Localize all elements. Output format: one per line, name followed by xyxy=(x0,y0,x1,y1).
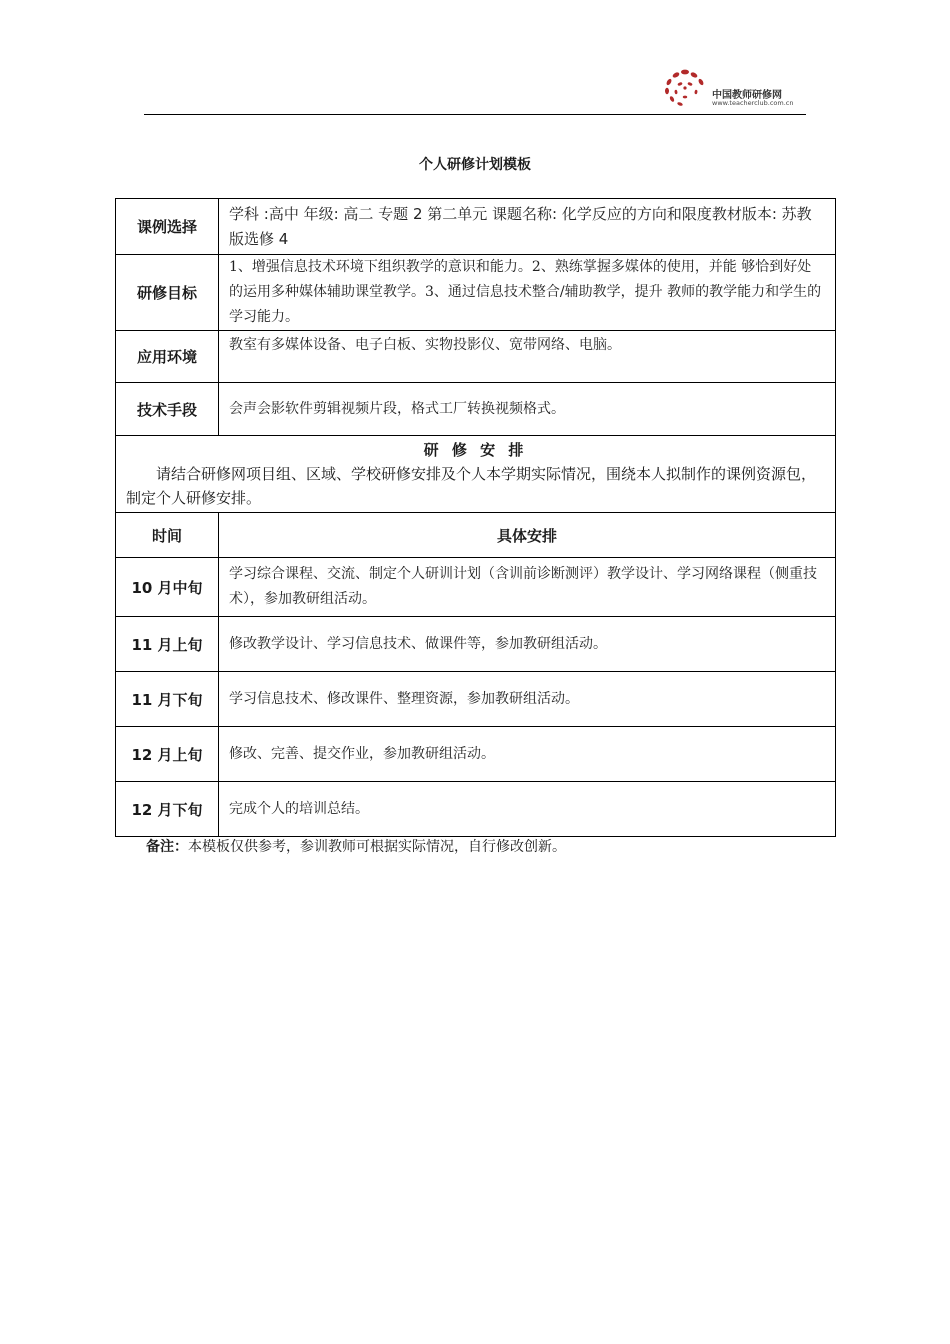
schedule-row xyxy=(116,558,836,617)
section-heading: 研 修 安 排 xyxy=(423,441,528,459)
schedule-row xyxy=(116,617,836,672)
table-row xyxy=(116,199,836,255)
schedule-detail: 学习综合课程、交流、制定个人研训计划（含训前诊断测评）教学设计、学习网络课程（侧重技术），参加教研组活动。 xyxy=(219,558,836,617)
section-description: 请结合研修网项目组、区域、学校研修安排及个人本学期实际情况，围绕本人拟制作的课例资源包，制定个人研修安排。 xyxy=(126,465,817,507)
schedule-row xyxy=(116,782,836,837)
logo-url: www.teacherclub.com.cn xyxy=(712,99,794,107)
logo-flower-icon xyxy=(660,66,710,110)
row-label: 课例选择 xyxy=(116,199,219,255)
schedule-detail: 完成个人的培训总结。 xyxy=(219,782,836,837)
row-label: 研修目标 xyxy=(116,255,219,331)
footnote-label: 备注： xyxy=(146,839,188,855)
page-title: 个人研修计划模板 xyxy=(419,157,531,173)
schedule-row xyxy=(116,727,836,782)
footnote-text: 本模板仅供参考，参训教师可根据实际情况，自行修改创新。 xyxy=(188,839,566,855)
row-label: 应用环境 xyxy=(116,331,219,383)
table-row xyxy=(116,331,836,383)
schedule-time: 11 月下旬 xyxy=(116,672,219,727)
plan-table xyxy=(115,198,836,837)
section-row xyxy=(116,436,836,513)
section-cell xyxy=(116,436,836,513)
schedule-time: 12 月下旬 xyxy=(116,782,219,837)
logo-name: 中国教师研修网 xyxy=(712,90,782,101)
schedule-time: 12 月上旬 xyxy=(116,727,219,782)
site-logo xyxy=(660,66,810,110)
schedule-row xyxy=(116,672,836,727)
footnote xyxy=(146,836,566,856)
schedule-detail: 修改、完善、提交作业，参加教研组活动。 xyxy=(219,727,836,782)
row-content: 教室有多媒体设备、电子白板、实物投影仪、宽带网络、电脑。 xyxy=(219,331,836,383)
row-content: 1、增强信息技术环境下组织教学的意识和能力。2、熟练掌握多媒体的使用，并能 够恰到好处的运用多种媒体辅助课堂教学。3、通过信息技术整合/辅助教学，提升 教师的教学能力和学生的学习能力。 xyxy=(219,255,836,331)
time-column-header: 时间 xyxy=(116,513,219,558)
schedule-time: 10 月中旬 xyxy=(116,558,219,617)
schedule-detail: 修改教学设计、学习信息技术、做课件等，参加教研组活动。 xyxy=(219,617,836,672)
schedule-header-row xyxy=(116,513,836,558)
detail-column-header: 具体安排 xyxy=(219,513,836,558)
header-divider xyxy=(144,114,806,115)
schedule-time: 11 月上旬 xyxy=(116,617,219,672)
row-label: 技术手段 xyxy=(116,383,219,436)
row-content: 会声会影软件剪辑视频片段，格式工厂转换视频格式。 xyxy=(219,383,836,436)
schedule-detail: 学习信息技术、修改课件、整理资源，参加教研组活动。 xyxy=(219,672,836,727)
table-row xyxy=(116,255,836,331)
table-row xyxy=(116,383,836,436)
row-content: 学科 :高中 年级: 高二 专题 2 第二单元 课题名称: 化学反应的方向和限度教材版本: 苏教版选修 4 xyxy=(219,199,836,255)
